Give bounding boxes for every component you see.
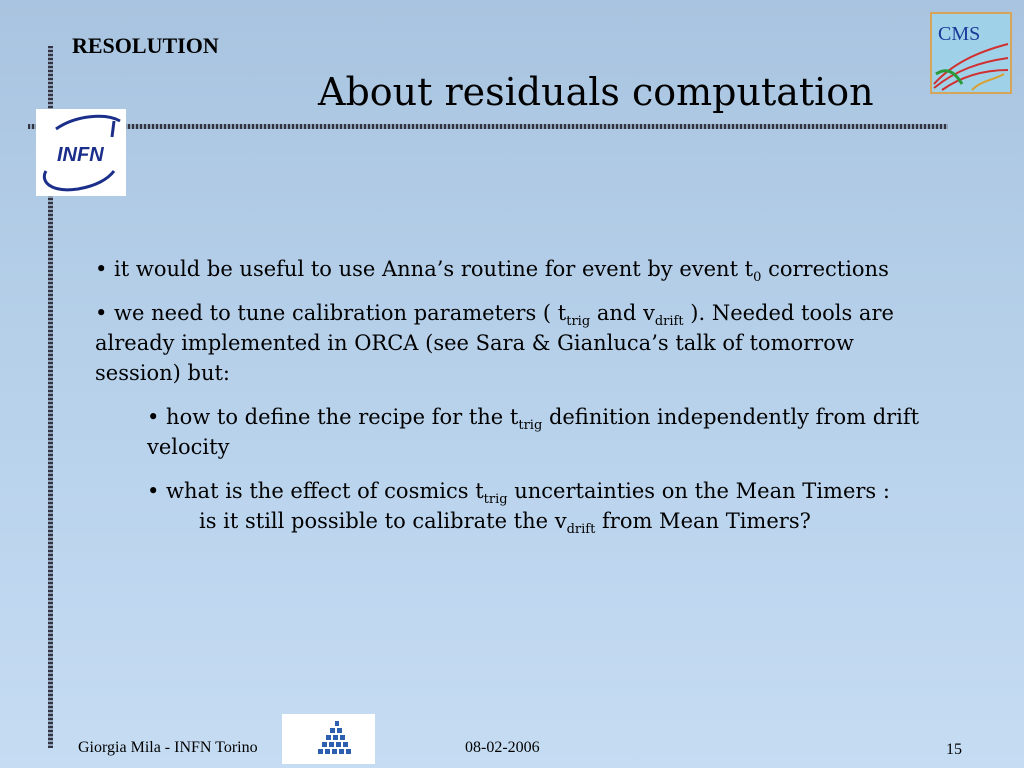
bullet-item: • it would be useful to use Anna’s routine for event by event $t_0$ corrections [95,257,889,285]
bullet-item: • we need to tune calibration parameters ( $t_{trig}$ and $v_{drift}$ ). Needed tools are already implemented in ORCA (see Sara & Gianluca’s talk of tomorrow session) but: [95,301,894,385]
section-label: RESOLUTION [72,33,219,58]
torino-logo [282,714,375,764]
infn-logo [36,109,126,196]
svg-text:CMS: CMS [938,23,981,45]
slide-body [95,254,945,550]
sub-bullet-item: • how to define the recipe for the $t_{trig}$ definition independently from drift velocity [147,405,920,459]
cms-logo [930,12,1012,94]
footer-author: Giorgia Mila - INFN Torino [78,739,258,756]
slide-title: About residuals computation [318,70,874,114]
horizontal-divider [28,124,948,129]
sub-bullet-item: • what is the effect of cosmics $t_{trig}$ uncertainties on the Mean Timers : is it still possible to calibrate the $v_{drift}$ from Mean Timers? [147,479,890,537]
svg-text:INFN: INFN [57,144,104,166]
footer-date: 08-02-2006 [465,739,540,756]
page-number: 15 [946,741,962,758]
